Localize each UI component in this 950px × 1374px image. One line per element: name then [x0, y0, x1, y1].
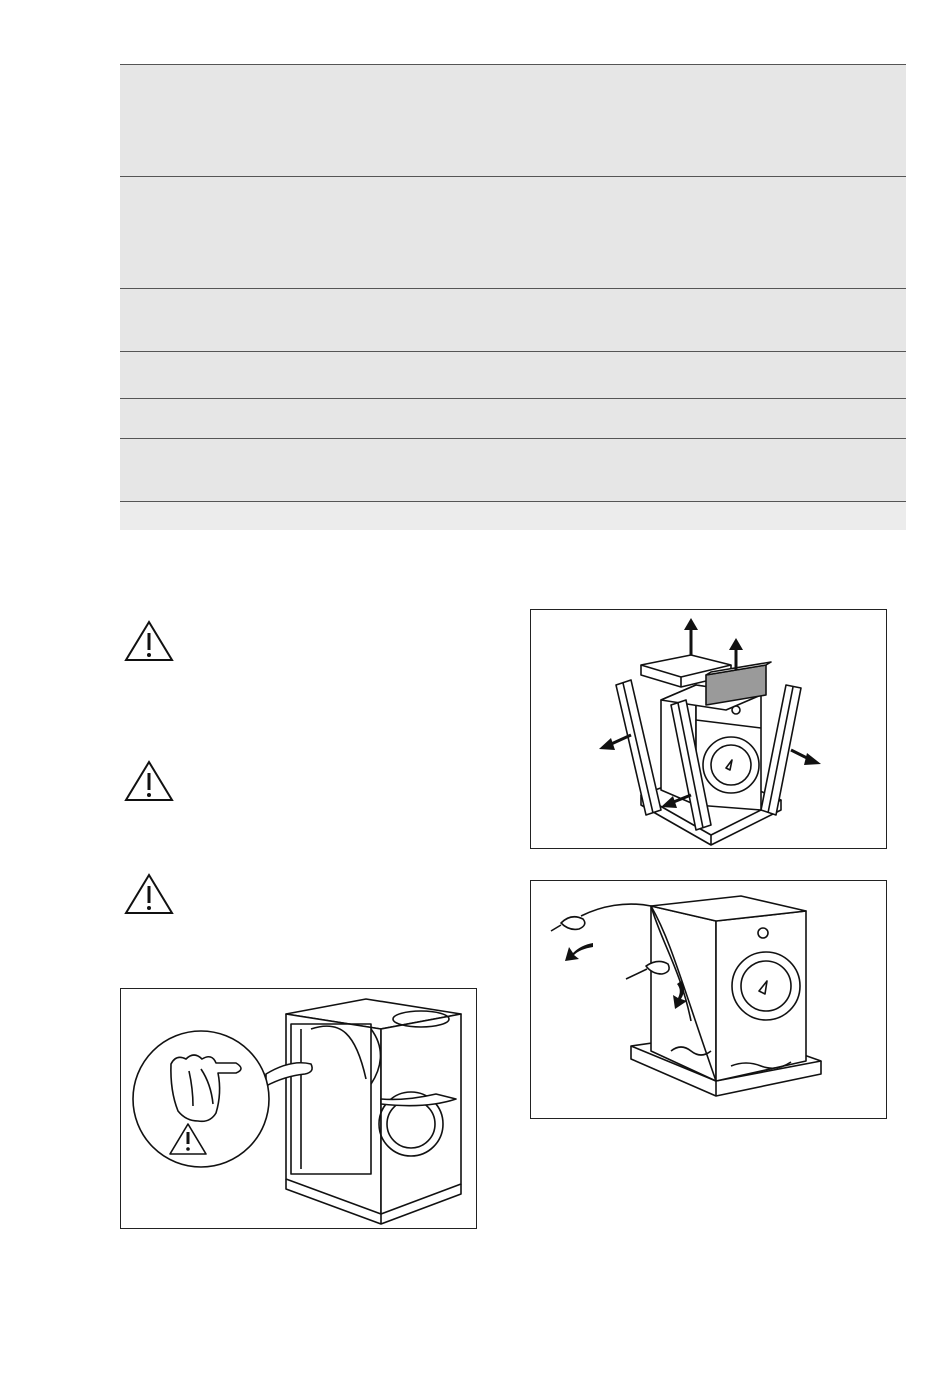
- warning-triangle-icon: [124, 873, 174, 915]
- table-row: [120, 352, 906, 399]
- figure-gloves-remove-film: [120, 988, 477, 1229]
- table-footer-band: [120, 502, 906, 530]
- table-row: [120, 399, 906, 439]
- table-row: [120, 65, 906, 177]
- specification-table: [120, 64, 906, 530]
- table-row: [120, 289, 906, 352]
- gloves-film-illustration: [121, 989, 476, 1228]
- table-row: [120, 439, 906, 502]
- figure-remove-plastic-bag: [530, 880, 887, 1119]
- packaging-frame-illustration: [531, 610, 886, 848]
- warning-triangle-icon: [124, 620, 174, 662]
- table-row: [120, 177, 906, 289]
- figure-remove-packaging-frame: [530, 609, 887, 849]
- warning-triangle-icon: [124, 760, 174, 802]
- plastic-bag-illustration: [531, 881, 886, 1118]
